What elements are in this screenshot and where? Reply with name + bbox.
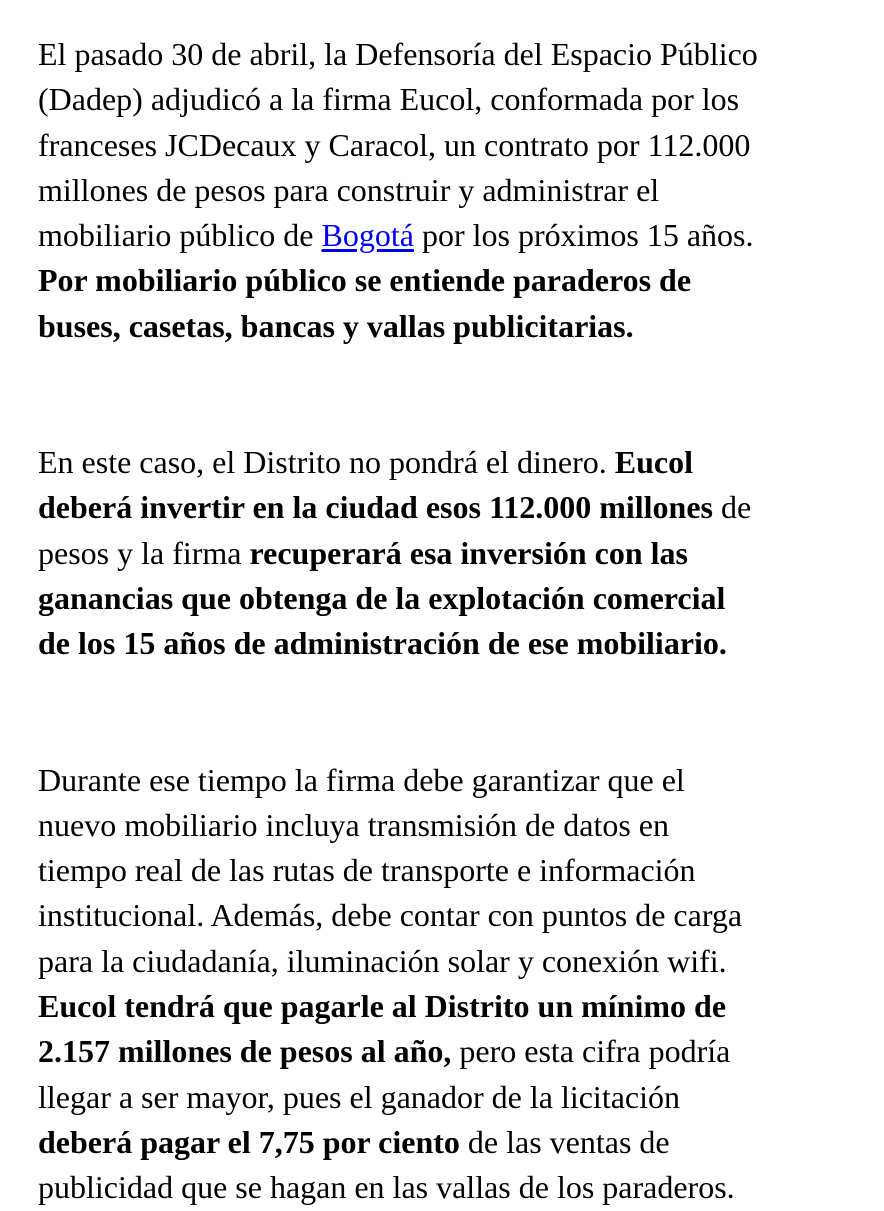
text-line: millones de pesos para construir y administrar el [38,171,660,208]
text-segment: por los próximos 15 años. [413,217,754,254]
text-line [38,1029,858,1074]
paragraph-contract [38,32,858,349]
text-line [38,1120,858,1165]
text-line: tiempo real de las rutas de transporte e información [38,852,696,889]
bold-text-line: buses, casetas, bancas y vallas publicitarias. [38,307,634,344]
text-segment: pero esta cifra podría [451,1033,731,1070]
bold-text-line: Por mobiliario público se entiende paraderos de [38,262,692,299]
article-body [38,32,858,1211]
bogota-link[interactable]: Bogotá [321,217,414,254]
text-line [38,213,858,258]
bold-text-segment: 2.157 millones de pesos al año, [38,1033,452,1070]
bold-text-segment: recuperará esa inversión con las [249,534,688,571]
bold-text-line: ganancias que obtenga de la explotación comercial [38,579,726,616]
text-segment: mobiliario público de [38,217,322,254]
text-line: (Dadep) adjudicó a la firma Eucol, conformada por los [38,81,740,118]
paragraph-investment [38,440,858,666]
text-segment: pesos y la firma [38,534,250,571]
text-segment: de [712,489,752,526]
paragraph-obligations [38,758,858,1211]
bold-text-segment: deberá invertir en la ciudad esos 112.000 millones [38,489,713,526]
text-line: institucional. Además, debe contar con puntos de carga [38,897,743,934]
text-line: El pasado 30 de abril, la Defensoría del Espacio Público [38,36,758,72]
text-line: nuevo mobiliario incluya transmisión de datos en [38,806,669,843]
text-line [38,485,858,530]
text-line: Durante ese tiempo la firma debe garantizar que el [38,761,685,798]
text-line: para la ciudadanía, iluminación solar y conexión wifi. [38,942,727,979]
text-line: llegar a ser mayor, pues el ganador de la licitación [38,1078,680,1115]
bold-text-line: Eucol tendrá que pagarle al Distrito un mínimo de [38,988,727,1025]
text-line: franceses JCDecaux y Caracol, un contrato por 112.000 [38,126,751,163]
bold-text-segment: deberá pagar el 7,75 por ciento [38,1123,460,1160]
text-segment: de las ventas de [459,1123,670,1160]
text-line [38,531,858,576]
bold-text-line: de los 15 años de administración de ese mobiliario. [38,625,727,662]
bold-text-segment: Eucol [614,444,693,481]
text-segment: En este caso, el Distrito no pondrá el dinero. [38,444,615,481]
text-line [38,440,858,485]
text-line: publicidad que se hagan en las vallas de los paraderos. [38,1169,735,1206]
